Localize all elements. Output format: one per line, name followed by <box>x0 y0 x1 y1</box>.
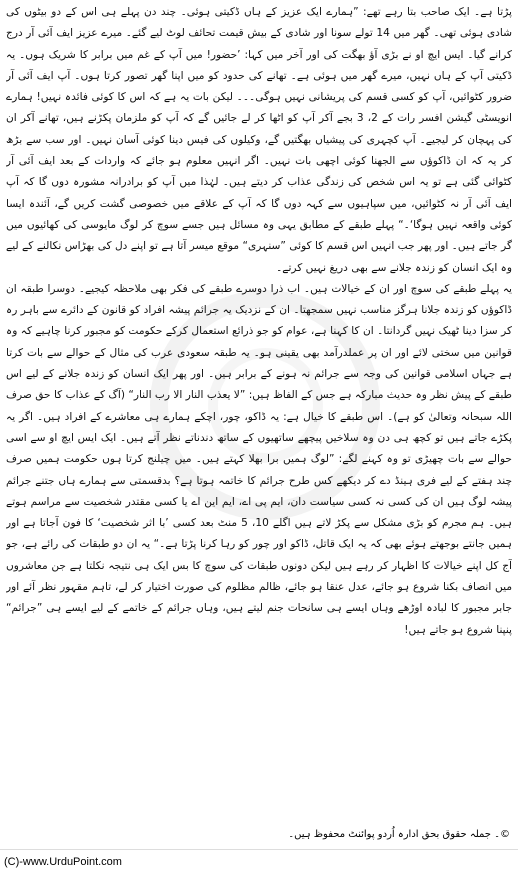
article-paragraph-1: پڑتا ہے۔ ایک صاحب بتا رہے تھے: ”ہمارے ایک عزیز کے ہاں ڈکیتی ہوئی۔ چند دن پہلے ہی اس کے دو بیٹوں کی شادی ہوئی تھی۔ گھر میں 14 تولے سونا اور شادی کے بیش قیمت تحائف لوٹ لیے گئے۔ میرے عزیز ایف آئی آر درج کرانے گیا۔ ایس ایچ او نے بڑی آؤ بھگت کی اور آخر میں کہا: ’حضور! میں آپ کے غم میں برابر کا شریک ہوں۔ یہ ڈکیتی آپ کے ہاں نہیں، میرے گھر میں ہوئی ہے۔ تھانے کی حدود کو میں اپنا گھر تصور کرتا ہوں۔ آپ ایف آئی آر ضرور کٹوائیں، آپ کو کسی قسم کی پریشانی نہیں ہوگی۔۔۔ لیکن بات یہ ہے کہ اس کا کوئی فائدہ نہیں! ہمارے انویسٹی گیشن افسر رات کے 2، 3 بجے آکر آپ کو اٹھا کر لے جائیں گے کہ آپ کو ملزمان پکڑنے ہیں، تھانے آکر ان کی پہچان کر لیجیے۔ آپ کچہری کی پیشیاں بھگتیں گے، وکیلوں کی فیس دینا کوئی آسان نہیں۔ اور سب سے بڑھ کر یہ کہ ان ڈاکوؤں سے الجھنا کوئی اچھی بات نہیں۔ اگر انہیں معلوم ہو جائے کہ واردات کے بعد ایف آئی آر کٹوائی گئی ہے تو یہ اس شخص کی زندگی عذاب کر دیتے ہیں۔ لہٰذا میں آپ کو برادرانہ مشورہ دوں گا کہ آپ ایف آئی آر نہ کٹوائیں، میں سپاہیوں سے کہہ دوں گا کہ آپ کے علاقے میں خصوصی گشت کریں گے، آئندہ ایسا کوئی واقعہ نہیں ہوگا‘۔“ پہلے طبقے کے مطابق یہی وہ مسائل ہیں جسے سوچ کر لوگ مایوسی کی کھائیوں میں گر جاتے ہیں۔ اور پھر جب انہیں اس قسم کا کوئی ”سنہری“ موقع میسر آتا ہے تو اپنے دل کی بھڑاس نکالنے کے لیے وہ ایک انسان کو زندہ جلانے سے بھی دریغ نہیں کرتے۔ <box>6 6 512 274</box>
source-url: (C)-www.UrduPoint.com <box>4 856 122 868</box>
copyright-notice: ©۔ جملہ حقوق بحق ادارہ اُردو پوائنٹ محفوظ ہیں۔ <box>288 829 510 840</box>
article-paragraph-2: یہ پہلے طبقے کی سوچ اور ان کے خیالات ہیں۔ اب ذرا دوسرے طبقے کی فکر بھی ملاحظہ کیجیے۔ دوسرا طبقہ ان ڈاکوؤں کو زندہ جلانا ہرگز مناسب نہیں سمجھتا۔ ان کے نزدیک یہ جرائم پیشہ افراد کو قانون کے دائرے سے باہر رہ کر سزا دینا ٹھیک نہیں گردانتا۔ ان کا کہنا ہے، عوام کو جو ذرائع استعمال کرکے حکومت کو مجبور کرنا چاہیے کہ وہ قوانین میں سختی لائے اور ان پر عملدرآمد بھی یقینی ہو۔ یہ طبقہ سعودی عرب کی مثال کے حوالے سے بات کرتا ہے جہاں اسلامی قوانین کی وجہ سے جرائم نہ ہونے کے برابر ہیں۔ اور پھر ایک انسان کو زندہ جلانے کے لیے اس طبقے کے پیش نظر وہ حدیث مبارکہ ہے جس کے الفاظ ہیں: ”لا یعذب النار الا رب النار“ (آگ کے عذاب کا حق صرف اللہ سبحانہ وتعالیٰ کو ہے)۔ اس طبقے کا خیال ہے: یہ ڈاکو، چور، اچکے ہمارے ہی معاشرے کے افراد ہیں۔ اگر یہ پکڑے جاتے ہیں تو کچھ ہی دن وہ سلاخیں پیچھے ساتھیوں کے ساتھ دندناتے نظر آتے ہیں۔ ایک ایس ایچ او سے اسی حوالے سے بات چھیڑی تو وہ کہنے لگے: ”لوگ ہمیں برا بھلا کہتے ہیں۔ میں چیلنج کرتا ہوں حکومت ہمیں صرف چند ہفتے کے لیے فری ہینڈ دے کر دیکھے کس طرح جرائم کا خاتمہ ہوتا ہے؟ بدقسمتی سے ہمارے ہاں جتنے جرائم پیشہ لوگ ہیں ان کی کسی نہ کسی سیاست دان، ایم پی اے، ایم این اے یا کسی مقتدر شخصیت سے مراسم ہوتے ہیں۔ ہم مجرم کو بڑی مشکل سے پکڑ لاتے ہیں اگلے 10، 5 منٹ بعد کسی ’با اثر شخصیت‘ کا فون آجاتا ہے اور ہمیں جانتے بوجھتے ہوئے بھی کہ یہ ایک قاتل، ڈاکو اور چور کو رہا کرنا پڑتا ہے۔“ یہ ان دو طبقات کی رائے ہے، جو آج کل اپنے خیالات کا اظہار کر رہے ہیں لیکن دونوں طبقات کی سوچ کا بس ایک ہی نتیجہ نکلتا ہے جن معاشروں میں انصاف بکنا شروع ہو جائے، عدل عنقا ہو جائے، ظالم مظلوم کی صورت اختیار کر لے، تاہم مقہور نظر آئے اور جابر مجبور کا لبادہ اوڑھے وہاں ایسے ہی سانحات جنم لیتے ہیں، وہاں جرائم کے خاتمے کے لیے ایسے ہی ”جرائم“ پنپنا شروع ہو جاتے ہیں! <box>6 282 512 636</box>
article-body <box>6 2 512 830</box>
footer-divider <box>0 849 518 850</box>
